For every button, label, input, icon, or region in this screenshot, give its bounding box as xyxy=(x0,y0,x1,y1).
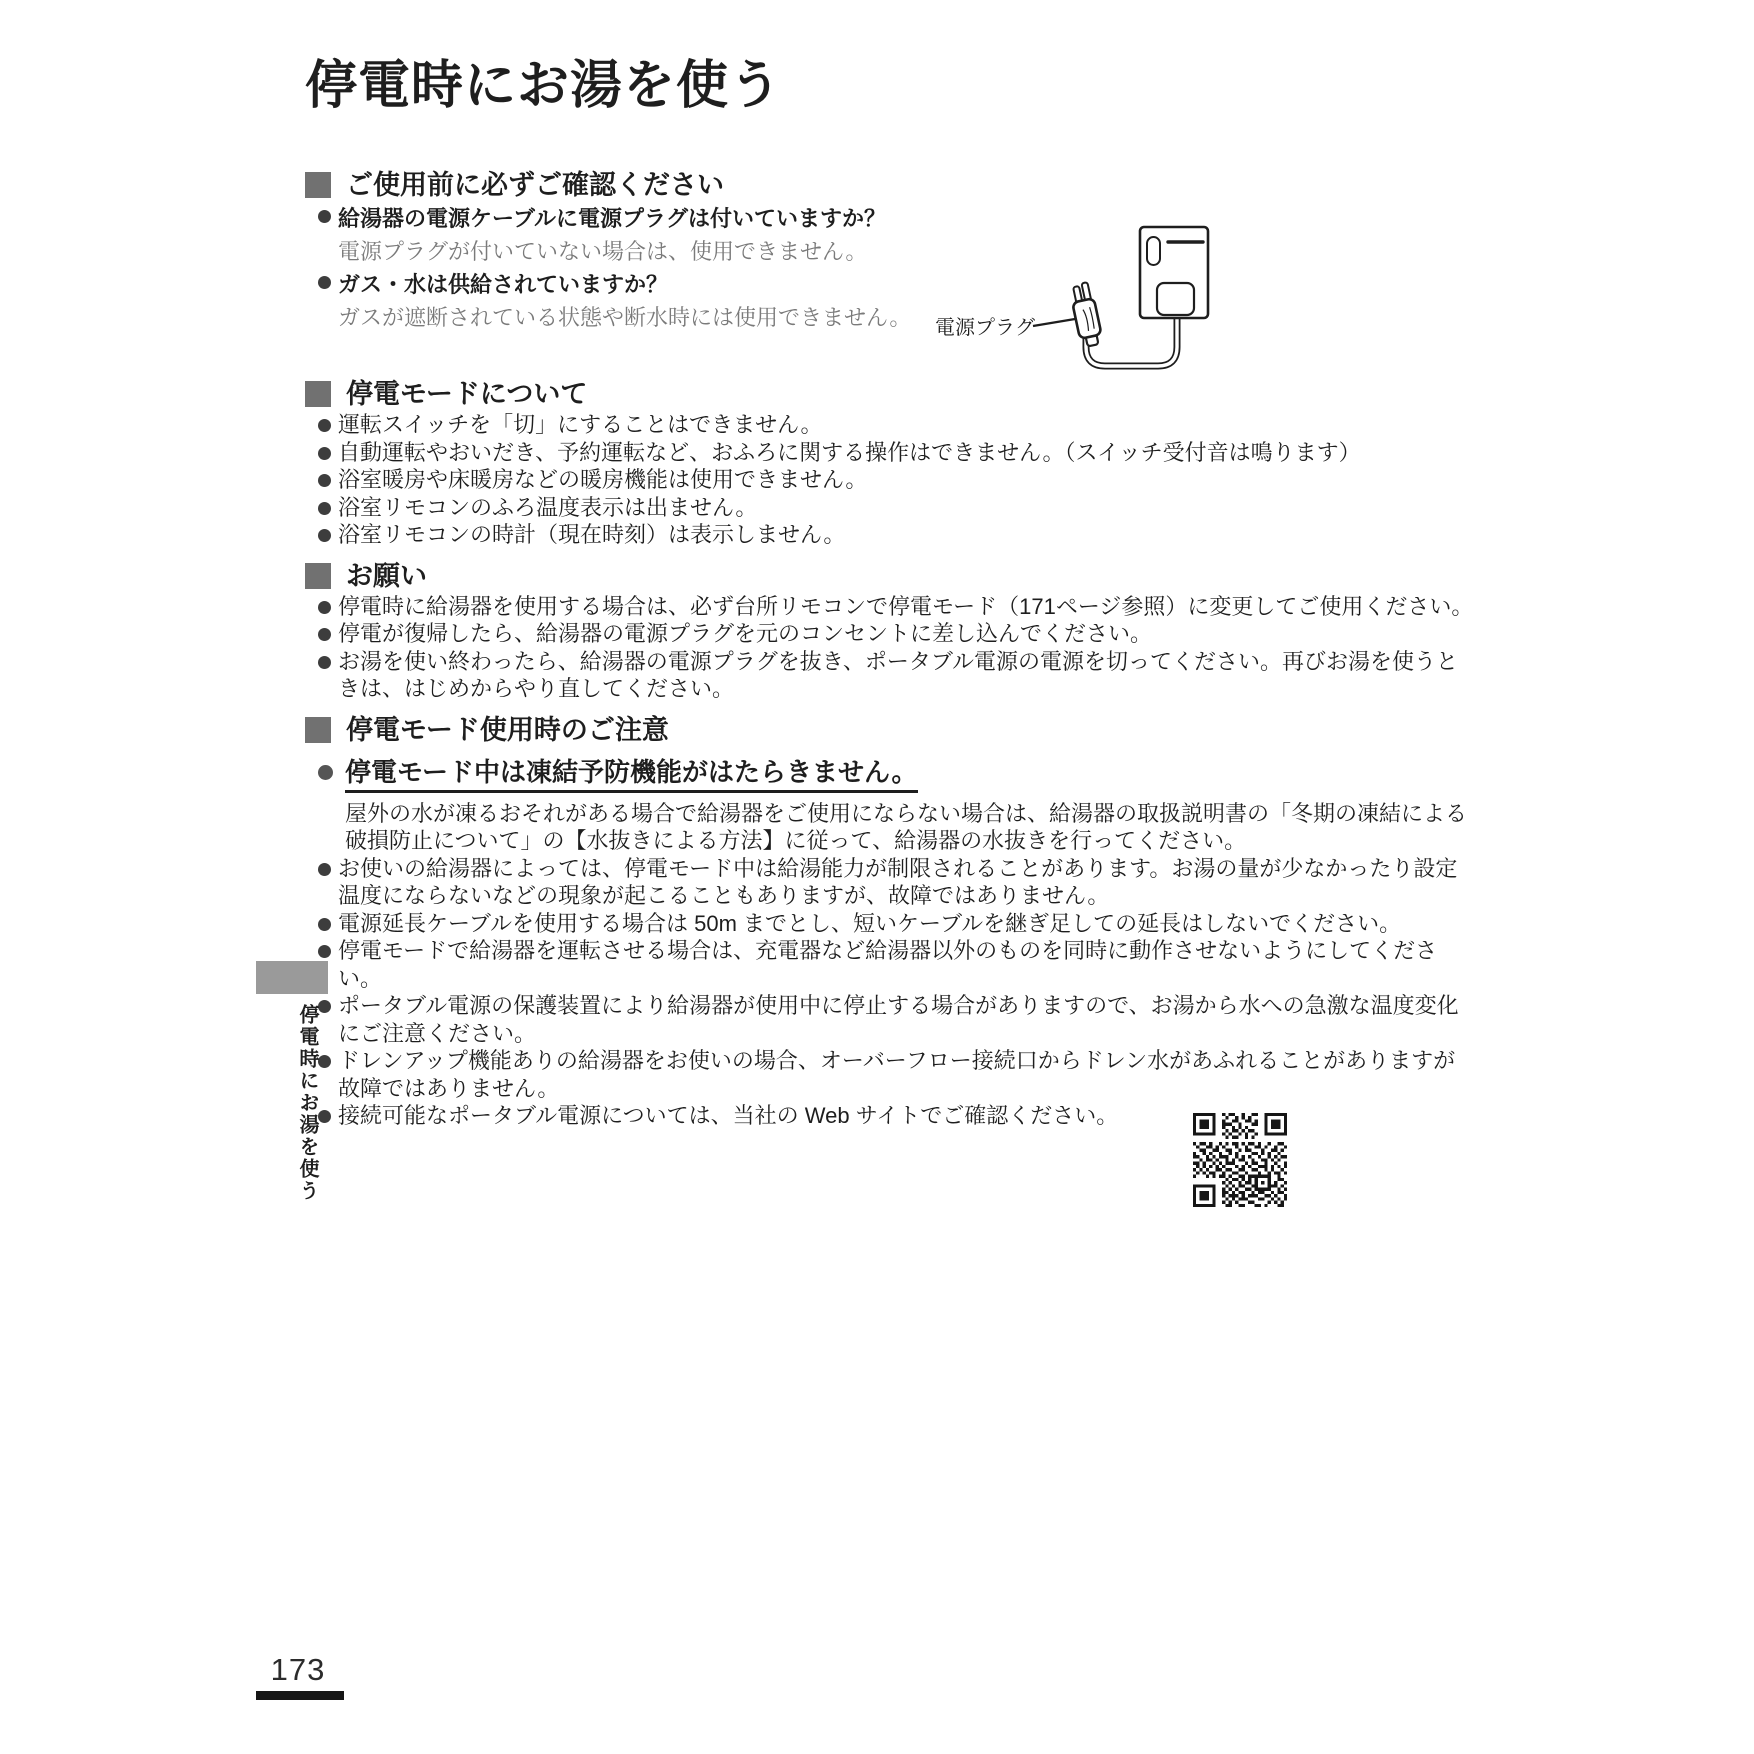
section-heading xyxy=(305,168,1475,202)
section-marker-icon xyxy=(305,381,331,407)
figure-label: 電源プラグ xyxy=(935,317,1035,339)
page-number: 173 xyxy=(270,1652,326,1687)
chapter-tab xyxy=(256,961,328,994)
page-title: 停電時にお湯を使う xyxy=(305,57,783,115)
section-outage-mode xyxy=(305,377,1475,549)
section-caution xyxy=(305,713,1475,1130)
bullet-item: 浴室暖房や床暖房などの暖房機能は使用できません。 xyxy=(305,466,1475,494)
bullet-list xyxy=(305,593,1475,703)
warning-body: 屋外の水が凍るおそれがある場合で給湯器をご使用にならない場合は、給湯器の取扱説明書の「冬期の凍結による破損防止について」の【水抜きによる方法】に従って、給湯器の水抜きを行ってください。 xyxy=(345,800,1468,853)
bullet-item: 接続可能なポータブル電源については、当社の Web サイトでご確認ください。 xyxy=(305,1102,1475,1130)
bullet-list xyxy=(305,855,1475,1130)
page-content xyxy=(305,52,1475,1130)
bullet-item: 停電時に給湯器を使用する場合は、必ず台所リモコンで停電モード（171ページ参照）に変更してご使用ください。 xyxy=(305,593,1475,621)
page-number-bar xyxy=(256,1691,344,1700)
section-marker-icon xyxy=(305,717,331,743)
bullet-item: 停電が復帰したら、給湯器の電源プラグを元のコンセントに差し込んでください。 xyxy=(305,620,1475,648)
bullet-item: お湯を使い終わったら、給湯器の電源プラグを抜き、ポータブル電源の電源を切ってください。再びお湯を使うときは、はじめからやり直してください。 xyxy=(305,648,1475,703)
bullet-note: 電源プラグが付いていない場合は、使用できません。 xyxy=(338,239,868,264)
section-marker-icon xyxy=(305,563,331,589)
section-request xyxy=(305,559,1475,703)
qr-code-icon xyxy=(1193,1113,1287,1207)
section-heading-label: 停電モード使用時のご注意 xyxy=(346,714,669,745)
warning-text: 停電モード中は凍結予防機能がはたらきません。 xyxy=(345,757,918,793)
bullet-item: お使いの給湯器によっては、停電モード中は給湯能力が制限されることがあります。お湯の量が少なかったり設定温度にならないなどの現象が起こることもありますが、故障ではありません。 xyxy=(305,855,1475,910)
bullet-question: ガス・水は供給されていますか？ xyxy=(338,272,669,297)
bullet-item: 停電モードで給湯器を運転させる場合は、充電器など給湯器以外のものを同時に動作させないようにしてください。 xyxy=(305,937,1475,992)
bullet-item: 運転スイッチを「切」にすることはできません。 xyxy=(305,411,1475,439)
section-heading xyxy=(305,713,1475,747)
bullet-question: 給湯器の電源ケーブルに電源プラグは付いていますか？ xyxy=(338,206,887,231)
section-heading-label: 停電モードについて xyxy=(346,379,588,409)
power-plug-figure xyxy=(935,185,1270,390)
bullet-item: 自動運転やおいだき、予約運転など、おふろに関する操作はできません。（スイッチ受付音は鳴ります） xyxy=(305,439,1475,467)
bullet-list xyxy=(305,411,1475,549)
bullet-note: ガスが遮断されている状態や断水時には使用できません。 xyxy=(338,305,912,330)
section-heading-label: ご使用前に必ずご確認ください xyxy=(346,170,724,200)
warning-bullet xyxy=(305,755,1470,789)
bullet-item: 浴室リモコンのふろ温度表示は出ません。 xyxy=(305,494,1475,522)
section-heading-label: お願い xyxy=(346,560,427,591)
bullet-item: 電源延長ケーブルを使用する場合は 50m までとし、短いケーブルを継ぎ足しての延長はしないでください。 xyxy=(305,910,1475,938)
bullet-item: ポータブル電源の保護装置により給湯器が使用中に停止する場合がありますので、お湯から水への急激な温度変化にご注意ください。 xyxy=(305,992,1475,1047)
section-heading xyxy=(305,559,1475,593)
plug-icon xyxy=(1069,281,1104,347)
section-marker-icon xyxy=(305,172,331,198)
water-heater-plug-illustration xyxy=(935,185,1270,390)
bullet-item: 浴室リモコンの時計（現在時刻）は表示しません。 xyxy=(305,521,1475,549)
chapter-side-label: 停電時にお湯を使う xyxy=(296,1004,318,1202)
section-heading xyxy=(305,377,1475,411)
section-before-use xyxy=(305,168,1475,334)
bullet-item: ドレンアップ機能ありの給湯器をお使いの場合、オーバーフロー接続口からドレン水があふれることがありますが故障ではありません。 xyxy=(305,1047,1475,1102)
water-heater-icon xyxy=(1140,227,1208,318)
